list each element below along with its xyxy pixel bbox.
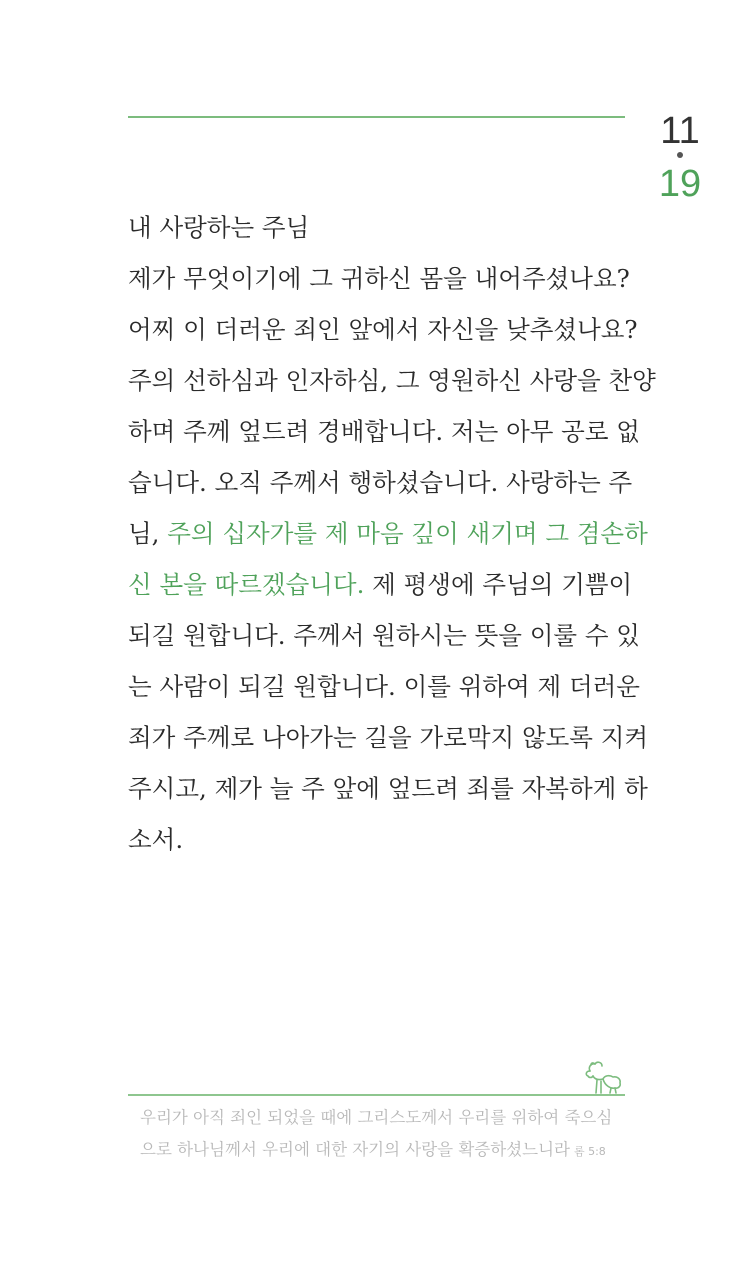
prayer-line: 주의 선하심과 인자하심, 그 영원하신 사랑을 찬양 xyxy=(128,366,656,395)
highlighted-phrase: 신 본을 따르겠습니다. xyxy=(128,570,365,599)
verse-line: 으로 하나님께서 우리에 대한 자기의 사랑을 확증하셨느니라 롬 5:8 xyxy=(140,1140,606,1159)
highlighted-phrase: 주의 십자가를 제 마음 깊이 새기며 그 겸손하 xyxy=(167,519,648,548)
lamb-icon xyxy=(583,1059,625,1095)
prayer-line: 내 사랑하는 주님 xyxy=(128,213,310,242)
prayer-line: 죄가 주께로 나아가는 길을 가로막지 않도록 지켜 xyxy=(128,723,649,752)
bottom-divider xyxy=(128,1094,625,1096)
prayer-text xyxy=(128,202,656,865)
date-month: 11 xyxy=(660,110,700,152)
top-divider xyxy=(128,116,625,118)
verse-line: 우리가 아직 죄인 되었을 때에 그리스도께서 우리를 위하여 죽으심 xyxy=(140,1108,613,1127)
prayer-line: 소서. xyxy=(128,825,184,854)
verse-reference: 롬 5:8 xyxy=(573,1145,606,1158)
prayer-line: 습니다. 오직 주께서 행하셨습니다. 사랑하는 주 xyxy=(128,468,633,497)
date-day: 19 xyxy=(658,163,702,205)
prayer-line: 님, 주의 십자가를 제 마음 깊이 새기며 그 겸손하 xyxy=(128,519,648,548)
prayer-line: 신 본을 따르겠습니다. 제 평생에 주님의 기쁨이 xyxy=(128,570,633,599)
prayer-line: 되길 원합니다. 주께서 원하시는 뜻을 이룰 수 있 xyxy=(128,621,640,650)
prayer-line: 하며 주께 엎드려 경배합니다. 저는 아무 공로 없 xyxy=(128,417,640,446)
prayer-line: 어찌 이 더러운 죄인 앞에서 자신을 낮추셨나요? xyxy=(128,315,638,344)
prayer-line: 제가 무엇이기에 그 귀하신 몸을 내어주셨나요? xyxy=(128,264,630,293)
date-display xyxy=(650,108,710,206)
scripture-verse xyxy=(140,1102,620,1168)
prayer-line: 주시고, 제가 늘 주 앞에 엎드려 죄를 자복하게 하 xyxy=(128,774,648,803)
prayer-line: 는 사람이 되길 원합니다. 이를 위하여 제 더러운 xyxy=(128,672,640,701)
